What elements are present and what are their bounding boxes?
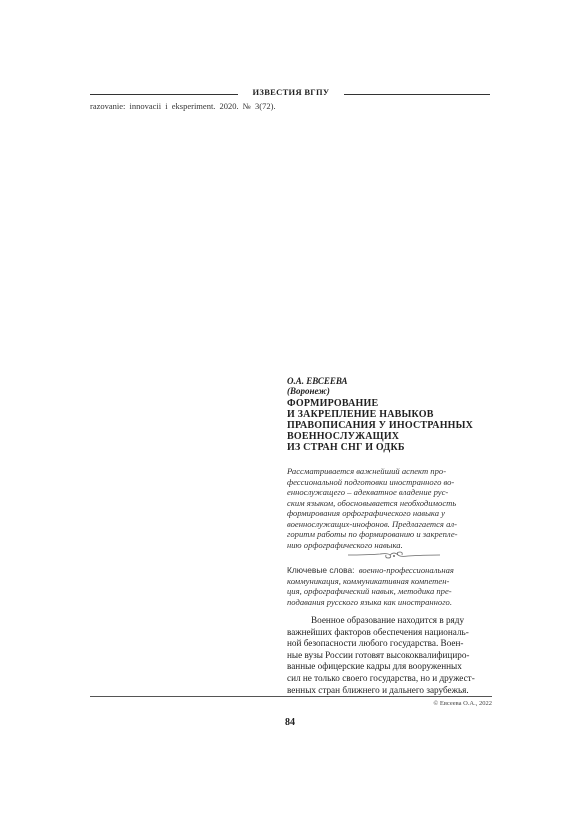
keywords-first-line: [287, 565, 494, 576]
abstract-line: нию орфографического навыка.: [287, 539, 403, 550]
abstract-line: еннослужащего – адекватное владение рус-: [287, 487, 449, 497]
title-line: ВОЕННОСЛУЖАЩИХ: [287, 431, 400, 442]
keywords-label: Ключевые слова:: [287, 565, 355, 575]
abstract-line: горитм работы по формированию и закрепле-: [287, 529, 458, 539]
title-line: ФОРМИРОВАНИЕ: [287, 398, 379, 409]
journal-title: ИЗВЕСТИЯ ВГПУ: [252, 87, 330, 97]
article-keywords: [287, 565, 494, 607]
body-line: Военное образование находится в ряду: [311, 615, 465, 625]
keywords-line: ция, орфографический навык, методика пре-: [287, 586, 452, 596]
reference-line: razovanie: innovacii i eksperiment. 2020. № 3(72).: [90, 101, 276, 111]
copyright-note: © Евсеева О.А., 2022: [433, 700, 492, 707]
abstract-line: ским языком, обосновывается необходимость: [287, 497, 457, 508]
body-line: ные вузы России готовят высококвалифициро-: [287, 649, 470, 660]
article-body: [287, 615, 494, 696]
article-city: (Воронеж): [287, 386, 330, 396]
abstract-line: военнослужащих-инофонов. Предлагается ал-: [287, 518, 457, 529]
body-line: ной безопасности любого государства. Воен-: [287, 638, 464, 649]
keywords-line: подавания русского языка как иностранного.: [287, 596, 452, 607]
body-line: сил не только своего государства, но и дружест-: [287, 672, 475, 683]
abstract-line: Рассматривается важнейший аспект про-: [287, 466, 447, 476]
body-line: важнейших факторов обеспечения националь-: [287, 626, 469, 637]
ornament-divider: [346, 549, 442, 561]
title-line: И ЗАКРЕПЛЕНИЕ НАВЫКОВ: [287, 409, 434, 420]
keywords-line: коммуникация, коммуникативная компетен-: [287, 575, 450, 586]
title-line: ПРАВОПИСАНИЯ У ИНОСТРАННЫХ: [287, 420, 474, 431]
header-rule-right: [344, 94, 490, 95]
abstract-line: фессиональной подготовки иностранного во-: [287, 476, 455, 487]
header-rule-left: [90, 94, 238, 95]
abstract-line: формирования орфографического навыка у: [287, 508, 446, 518]
footer-rule: [90, 696, 492, 697]
body-line: венных стран ближнего и дальнего зарубежья.: [287, 684, 469, 695]
title-line: ИЗ СТРАН СНГ И ОДКБ: [287, 442, 405, 453]
keywords-line: военно-профессиональная: [358, 565, 454, 575]
article-author: О.А. ЕВСЕЕВА: [287, 376, 348, 386]
body-line: ванные офицерские кадры для вооруженных: [287, 661, 462, 672]
article-abstract: [287, 466, 494, 550]
article-title: [287, 398, 497, 453]
page-number: 84: [285, 717, 295, 728]
